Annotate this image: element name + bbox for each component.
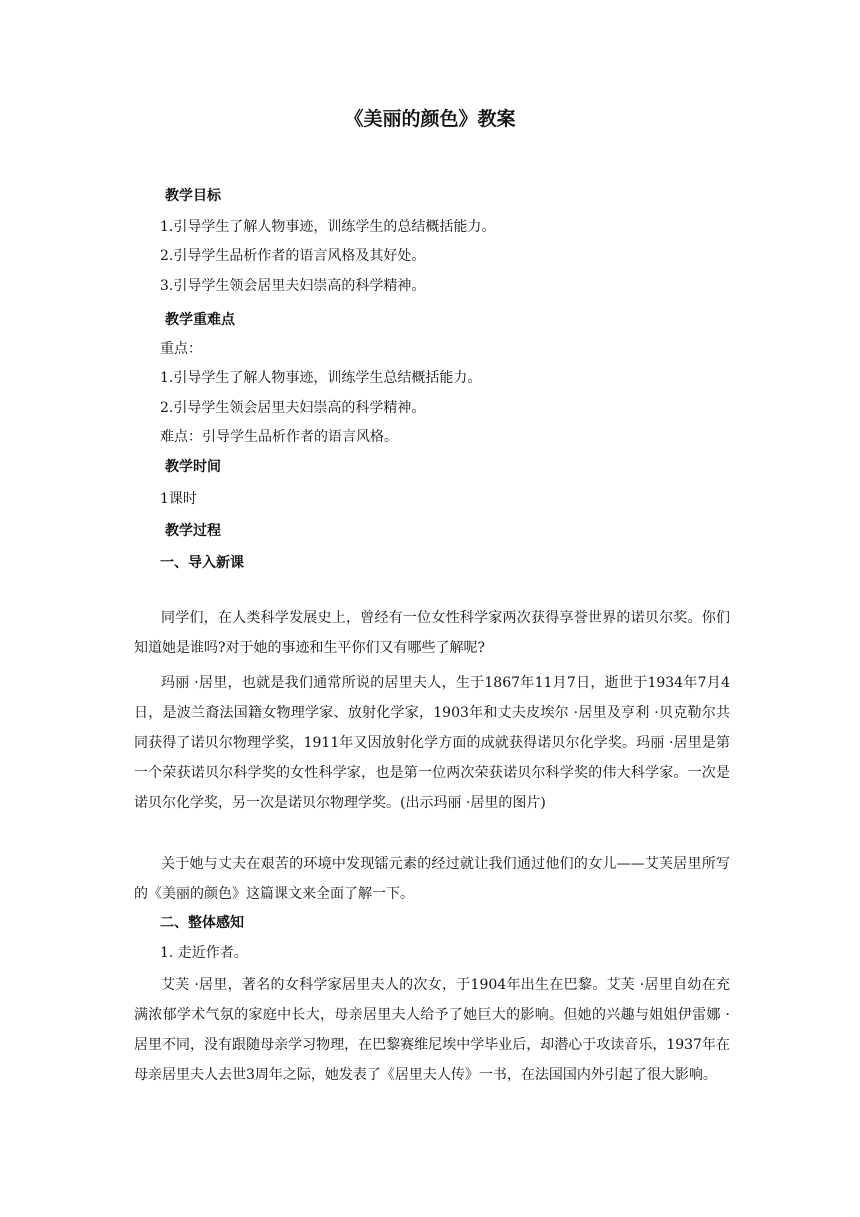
process-heading: 教学过程: [165, 523, 221, 539]
difficulty-line: 难点：引导学生品析作者的语言风格。: [160, 429, 398, 445]
intro-paragraph-3: 关于她与丈夫在艰苦的环境中发现镭元素的经过就让我们通过他们的女儿——艾芙居里所写的《美丽的颜色》这篇课文来全面了解一下。: [134, 856, 730, 902]
goals-heading: 教学目标: [165, 188, 221, 204]
focus-label: 重点：: [160, 341, 202, 357]
section1-heading: 一、导入新课: [160, 555, 244, 571]
time-value: 1课时: [160, 491, 197, 507]
goal-item-3: 3.引导学生领会居里夫妇崇高的科学精神。: [160, 278, 426, 294]
section2-heading: 二、整体感知: [160, 915, 244, 931]
focus-item-1: 1.引导学生了解人物事迹，训练学生总结概括能力。: [160, 370, 482, 386]
time-heading: 教学时间: [165, 459, 221, 475]
goal-item-2: 2.引导学生品析作者的语言风格及其好处。: [160, 248, 426, 264]
intro-paragraph-1: 同学们，在人类科学发展史上，曾经有一位女性科学家两次获得享誉世界的诺贝尔奖。你们知道她是谁吗?对于她的事迹和生平你们又有哪些了解呢?: [134, 610, 730, 656]
key-points-heading: 教学重难点: [165, 312, 235, 328]
section2-subheading: 1. 走近作者。: [160, 945, 248, 961]
author-paragraph: 艾芙 ·居里，著名的女科学家居里夫人的次女，于1904年出生在巴黎。艾芙 ·居里自幼在充满浓郁学术气氛的家庭中长大，母亲居里夫人给予了她巨大的影响。但她的兴趣与姐姐伊雷娜 ·居里不同，没有跟随母亲学习物理，在巴黎赛维尼埃中学毕业后，却潜心于攻读音乐，1937年在母亲居里夫人去世3周年之际，她发表了《居里夫人传》一书，在法国国内外引起了很大影响。: [134, 977, 730, 1083]
focus-item-2: 2.引导学生领会居里夫妇崇高的科学精神。: [160, 400, 426, 416]
goal-item-1: 1.引导学生了解人物事迹，训练学生的总结概括能力。: [160, 219, 496, 235]
intro-paragraph-2: 玛丽 ·居里，也就是我们通常所说的居里夫人，生于1867年11月7日，逝世于1934年7月4日，是波兰裔法国籍女物理学家、放射化学家，1903年和丈夫皮埃尔 ·居里及亨利 ·贝克勒尔共同获得了诺贝尔物理学奖，1911年又因放射化学方面的成就获得诺贝尔化学奖。玛丽 ·居里是第一个荣获诺贝尔科学奖的女性科学家，也是第一位两次荣获诺贝尔科学奖的伟大科学家。一次是诺贝尔化学奖，另一次是诺贝尔物理学奖。(出示玛丽 ·居里的图片): [134, 675, 730, 811]
document-title: 《美丽的颜色》教案: [344, 108, 516, 130]
